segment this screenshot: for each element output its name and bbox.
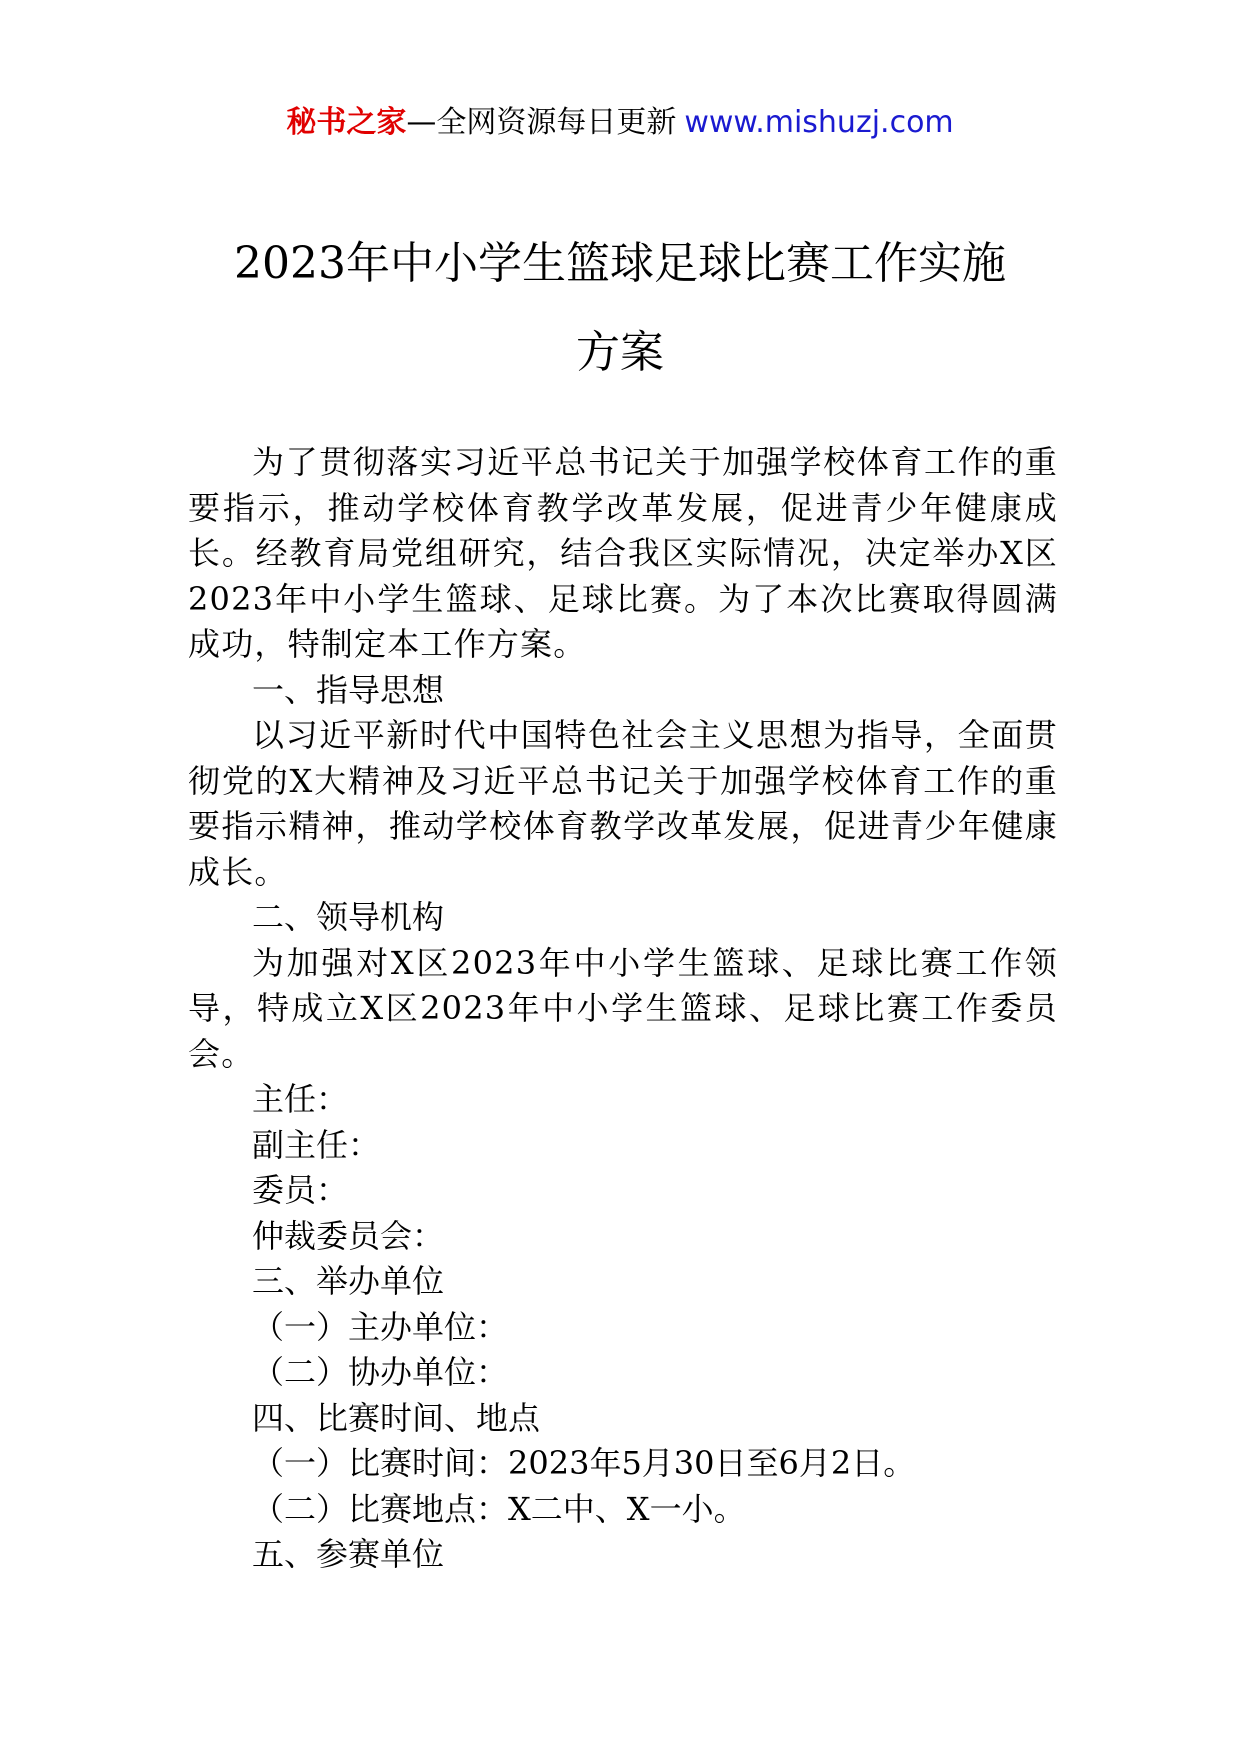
site-brand: 秘书之家: [286, 105, 407, 140]
host-unit: （一）主办单位：: [252, 1307, 509, 1346]
site-url-link[interactable]: www.mishuzj.com: [684, 105, 954, 140]
committee-director: 主任：: [252, 1080, 349, 1118]
document-title-line-2: 方案: [576, 327, 664, 378]
co-organizer-unit: （二）协办单位：: [252, 1353, 509, 1391]
site-slogan: —全网资源每日更新: [406, 105, 677, 140]
guiding-ideology-paragraph: 以习近平新时代中国特色社会主义思想为指导，全面贯彻党的X大精神及习近平总书记关于加强学校体育工作的重要指示精神，推动学校体育教学改革发展，促进青少年健康成长。: [188, 716, 1058, 891]
competition-time: （一）比赛时间：2023年5月30日至6月2日。: [252, 1444, 916, 1482]
section-heading-time-place: 四、比赛时间、地点: [252, 1398, 541, 1437]
intro-paragraph: 为了贯彻落实习近平总书记关于加强学校体育工作的重要指示，推动学校体育教学改革发展，促进青少年健康成长。经教育局党组研究，结合我区实际情况，决定举办X区2023年中小学生篮球、足球比赛。为了本次比赛取得圆满成功，特制定本工作方案。: [188, 443, 1058, 663]
leadership-paragraph: 为加强对X区2023年中小学生篮球、足球比赛工作领导，特成立X区2023年中小学生篮球、足球比赛工作委员会。: [188, 943, 1058, 1073]
document-title-line-1: 2023年中小学生篮球足球比赛工作实施: [234, 238, 1006, 289]
section-heading-leadership: 二、领导机构: [252, 898, 445, 936]
committee-members: 委员：: [252, 1171, 349, 1209]
section-heading-participants: 五、参赛单位: [252, 1535, 445, 1573]
section-heading-guiding-ideology: 一、指导思想: [252, 670, 445, 709]
competition-venue: （二）比赛地点：X二中、X一小。: [252, 1489, 746, 1528]
arbitration-committee: 仲裁委员会：: [252, 1216, 445, 1255]
site-header: [0, 103, 1240, 143]
committee-deputy-director: 副主任：: [252, 1125, 381, 1164]
section-heading-organizers: 三、举办单位: [252, 1262, 445, 1300]
document-body: [188, 440, 1058, 1578]
